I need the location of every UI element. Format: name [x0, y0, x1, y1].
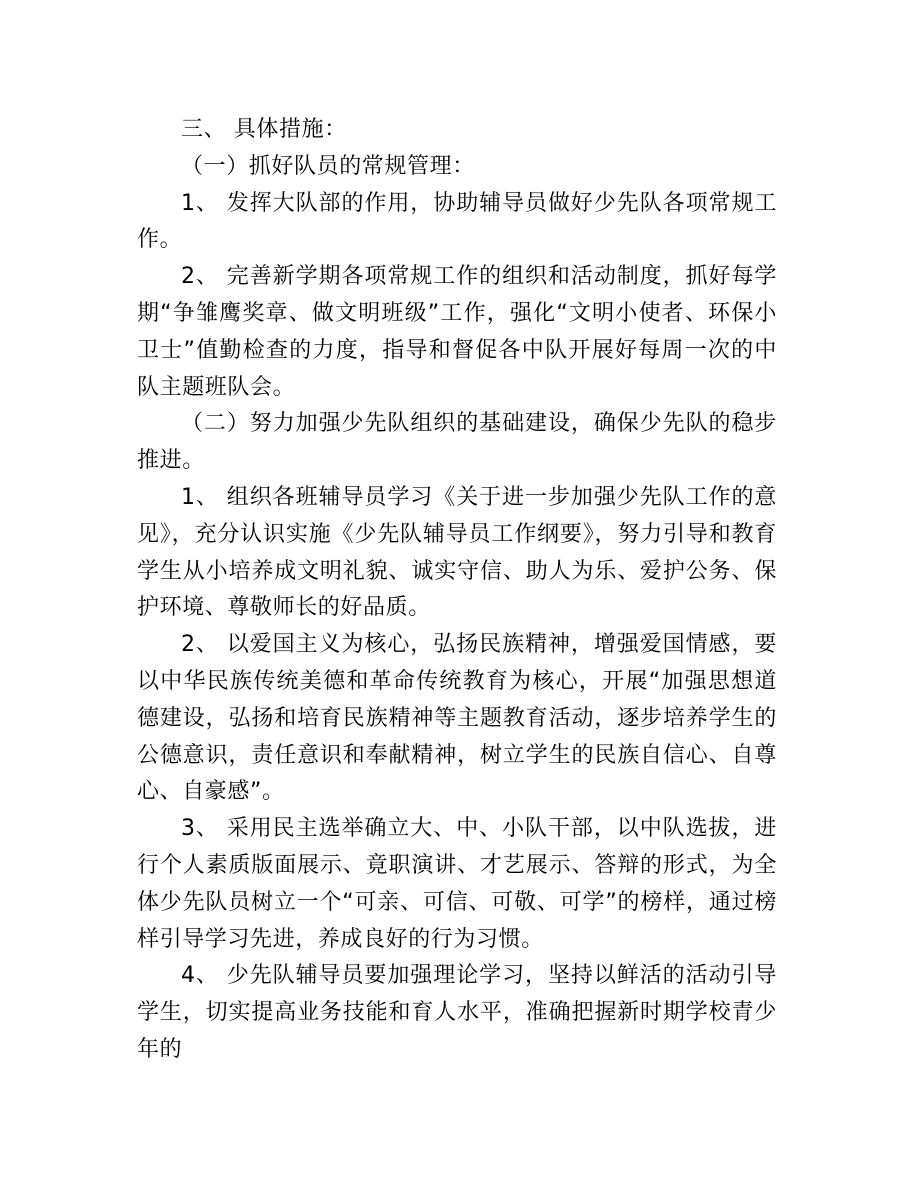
paragraph-2-2: 2、 以爱国主义为核心，弘扬民族精神，增强爱国情感，要以中华民族传统美德和革命传统教育为核心，开展“加强思想道德建设，弘扬和培育民族精神等主题教育活动，逐步培养学生的公德意识，责任意识和奉献精神，树立学生的民族自信心、自尊心、自豪感”。: [137, 632, 777, 805]
subsection-heading-2: （二）努力加强少先队组织的基础建设，确保少先队的稳步推进。: [137, 411, 777, 474]
paragraph-1-1: 1、 发挥大队部的作用，协助辅导员做好少先队各项常规工作。: [137, 190, 777, 253]
paragraph-2-1: 1、 组织各班辅导员学习《关于进一步加强少先队工作的意见》，充分认识实施《少先队辅导员工作纲要》，努力引导和教育学生从小培养成文明礼貌、诚实守信、助人为乐、爱护公务、保护环境、尊敬师长的好品质。: [137, 484, 777, 621]
paragraph-2-3: 3、 采用民主选举确立大、中、小队干部，以中队选拔，进行个人素质版面展示、竟职演讲、才艺展示、答辩的形式，为全体少先队员树立一个“可亲、可信、可敬、可学”的榜样，通过榜样引导学习先进，养成良好的行为习惯。: [137, 816, 777, 952]
paragraph-1-2: 2、 完善新学期各项常规工作的组织和活动制度，抓好每学期“争雏鹰奖章、做文明班级”工作，强化“文明小使者、环保小卫士”值勤检查的力度，指导和督促各中队开展好每周一次的中队主题班队会。: [137, 264, 777, 400]
subsection-heading-1: （一）抓好队员的常规管理：: [181, 153, 475, 179]
paragraph-2-4: 4、 少先队辅导员要加强理论学习，坚持以鲜活的活动引导学生，切实提高业务技能和育人水平，准确把握新时期学校青少年的: [137, 963, 777, 1062]
document-body: [137, 112, 777, 1069]
section-heading: 三、 具体措施：: [181, 117, 347, 142]
